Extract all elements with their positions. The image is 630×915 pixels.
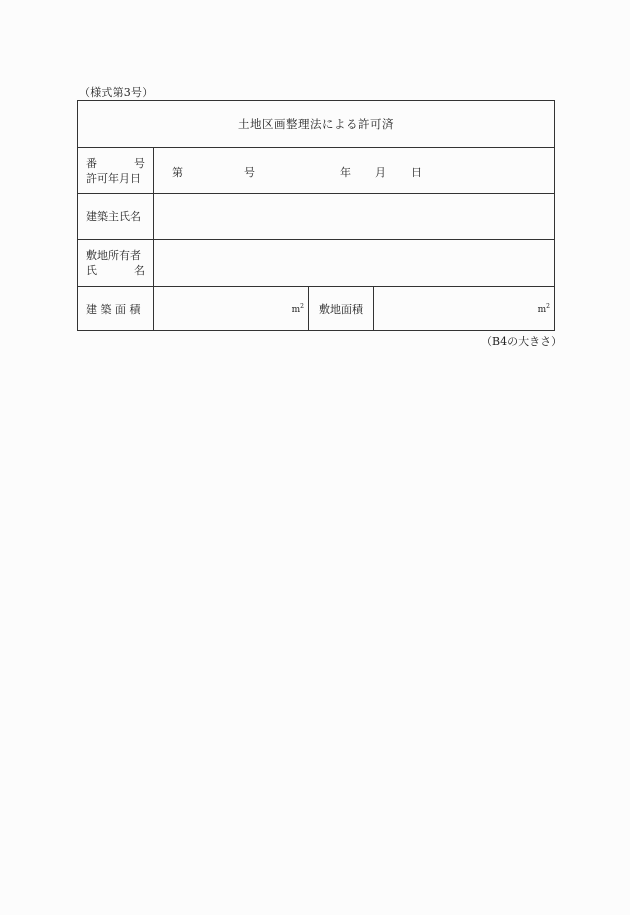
builder-name-field[interactable] [154, 194, 554, 239]
number-label-line [86, 156, 145, 171]
permit-date-label: 許可年月日 [86, 171, 141, 185]
title-row [78, 101, 554, 147]
day-label: 日 [411, 166, 422, 179]
builder-name-row [78, 193, 554, 239]
site-owner-label-cell [78, 240, 154, 286]
area-row [78, 286, 554, 331]
builder-name-label-cell [78, 194, 154, 239]
site-area-unit: $m^2$ [537, 303, 550, 315]
form-number: （様式第3号） [79, 86, 154, 99]
site-area-field[interactable] [374, 287, 554, 331]
building-area-label-cell [78, 287, 154, 331]
building-area-label: 建 築 面 積 [86, 302, 141, 316]
site-owner-label: 敷地所有者 [86, 249, 141, 262]
site-area-label: 敷地面積 [308, 287, 374, 331]
site-owner-field[interactable] [154, 240, 554, 286]
permit-sign-table [77, 100, 555, 331]
owner-name-label-right: 名 [134, 264, 145, 277]
permit-number-date-row [78, 147, 554, 193]
owner-name-label-left: 氏 [86, 264, 97, 277]
owner-name-label-line [86, 263, 145, 278]
year-label: 年 [340, 166, 351, 179]
form-title: 土地区画整理法による許可済 [238, 117, 394, 131]
number-label-right: 号 [134, 156, 145, 170]
month-label: 月 [375, 166, 386, 179]
builder-name-label: 建築主氏名 [86, 210, 141, 223]
number-suffix: 号 [244, 166, 255, 179]
site-owner-row [78, 239, 554, 286]
building-area-field[interactable] [154, 287, 308, 331]
permit-number-date-label [78, 148, 154, 193]
permit-number-date-field[interactable] [154, 148, 554, 193]
building-area-unit: $m^2$ [291, 303, 304, 315]
number-label-left: 番 [86, 156, 97, 170]
paper-size-note: （B4の大きさ） [481, 335, 563, 348]
permit-date-label-line [86, 171, 145, 186]
number-prefix: 第 [172, 166, 183, 179]
